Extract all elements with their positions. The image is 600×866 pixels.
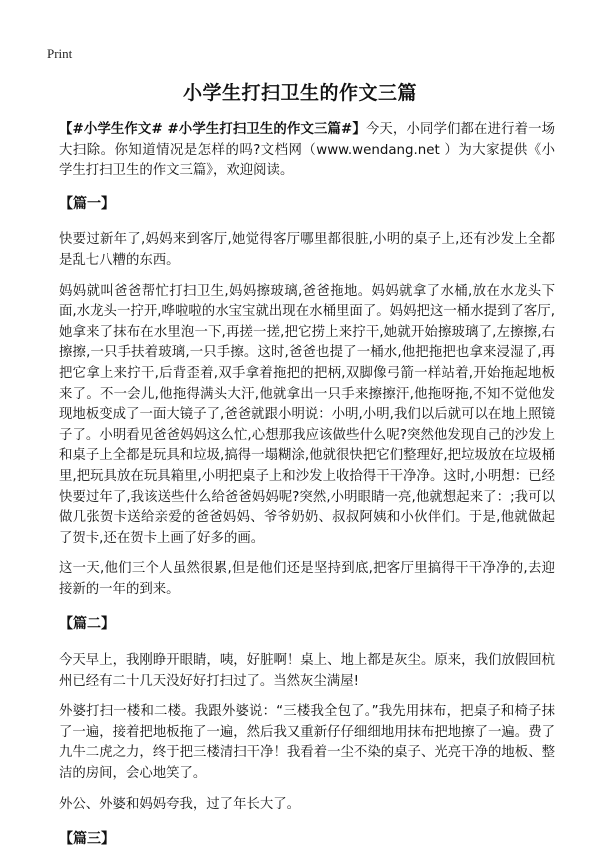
section-2-paragraph: 今天早上，我刚睁开眼睛，咦，好脏啊！桌上、地上都是灰尘。原来，我们放假回杭州已经有二十几天没好好打扫过了。当然灰尘满屋!	[59, 653, 555, 689]
intro-paragraph	[59, 120, 555, 182]
intro-tags: 【#小学生作文# #小学生打扫卫生的作文三篇#】	[59, 122, 366, 137]
section-heading-3: 【篇三】	[59, 831, 115, 848]
section-2-paragraph: 外公、外婆和妈妈夸我，过了年长大了。	[59, 796, 301, 812]
section-heading-2: 【篇二】	[59, 616, 115, 633]
section-1-paragraph: 妈妈就叫爸爸帮忙打扫卫生,妈妈擦玻璃,爸爸拖地。妈妈就拿了水桶,放在水龙头下面,水龙头一拧开,哗啦啦的水宝宝就出现在水桶里面了。妈妈把这一桶水提到了客厅,她拿来了抹布在水里泡一下,再搓一搓,把它捞上来拧干,她就开始擦玻璃了,左擦擦,右擦擦,一只手扶着玻璃,一只手擦。这时,爸爸也提了一桶水,他把拖把也拿来浸湿了,再把它拿上来拧干,后背歪着,双手拿着拖把的把柄,双脚像弓箭一样站着,开始拖起地板来了。不一会儿,他拖得满头大汗,他就拿出一只手来擦擦汗,他拖呀拖,不知不觉他发现地板变成了一面大镜子了,爸爸就跟小明说：小明,小明,我们以后就可以在地上照镜子了。小明看见爸爸妈妈这么忙,心想那我应该做些什么呢?突然他发现自己的沙发上和桌子上全都是玩具和垃圾,搞得一塌糊涂,他就很快把它们整理好,把垃圾放在垃圾桶里,把玩具放在玩具箱里,小明把桌子上和沙发上收拾得干干净净。这时,小明想：已经快要过年了,我该送些什么给爸爸妈妈呢?突然,小明眼睛一亮,他就想起来了：;我可以做几张贺卡送给亲爱的爸爸妈妈、爷爷奶奶、叔叔阿姨和小伙伴们。于是,他就做起了贺卡,还在贺卡上画了好多的画。	[59, 283, 555, 546]
page-title: 小学生打扫卫生的作文三篇	[182, 82, 417, 104]
section-2-paragraph: 外婆打扫一楼和二楼。我跟外婆说：“三楼我全包了。”我先用抹布，把桌子和椅子抹了一遍，接着把地板拖了一遍，然后我又重新仔仔细细地用抹布把地擦了一遍。费了九牛二虎之力，终于把三楼清扫干净！我看着一尘不染的桌子、光亮干净的地板、整洁的房间，会心地笑了。	[59, 704, 555, 782]
intro-text: 今天，小同学们都在进行着一场大扫除。你知道情况是怎样的吗?文档网（www.wendang.net ）为大家提供《小学生打扫卫生的作文三篇》，欢迎阅读。	[59, 122, 556, 179]
section-1-paragraph: 快要过新年了,妈妈来到客厅,她觉得客厅哪里都很脏,小明的桌子上,还有沙发上全都是乱七八糟的东西。	[59, 232, 555, 268]
section-heading-1: 【篇一】	[59, 195, 115, 212]
print-link[interactable]: Print	[47, 46, 73, 61]
section-1-paragraph: 这一天,他们三个人虽然很累,但是他们还是坚持到底,把客厅里搞得干干净净的,去迎接新的一年的到来。	[59, 561, 555, 597]
article-body	[59, 120, 555, 866]
